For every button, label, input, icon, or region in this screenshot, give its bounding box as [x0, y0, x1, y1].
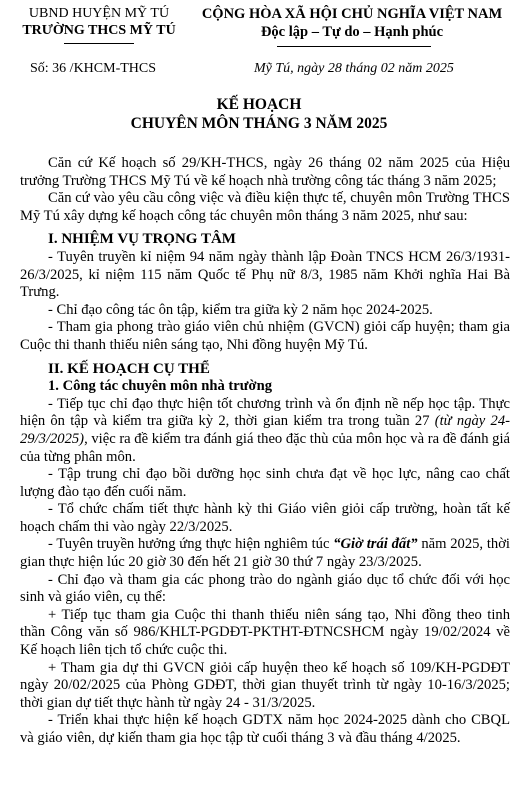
subsection-1-heading: 1. Công tác chuyên môn nhà trường — [48, 378, 273, 395]
section-2-item-2: - Tập trung chỉ đạo bồi dưỡng học sinh chưa đạt về học lực, nâng cao chất lượng đào tạo đến cuối năm. — [20, 466, 510, 500]
place-date: Mỹ Tú, ngày 28 tháng 02 năm 2025 — [254, 61, 454, 76]
document-number: Số: 36 /KHCM-THCS — [30, 61, 157, 76]
item-4-text-c: năm 2025, thời gian thực hiện lúc 20 giờ 30 đến hết 21 giờ 30 thứ 7 ngày 23/3/2025. — [20, 536, 510, 571]
section-1-item-1: - Tuyên truyền kỉ niệm 94 năm ngày thành lập Đoàn TNCS HCM 26/3/1931- 26/3/2025, kỉ niệm 115 năm Quốc tế Phụ nữ 8/3, 1985 năm Khởi nghĩa Hai Bà Trưng. — [20, 248, 510, 301]
basis-paragraph-2: Căn cứ vào yêu cầu công việc và điều kiện thực tế, chuyên môn Trường THCS Mỹ Tú xây dựng kế hoạch công tác chuyên môn tháng 3 năm 2025, như sau: — [20, 190, 510, 224]
document-body — [20, 155, 510, 748]
title-line-2: CHUYÊN MÔN THÁNG 3 NĂM 2025 — [130, 115, 388, 132]
nation-line-1: CỘNG HÒA XÃ HỘI CHỦ NGHĨA VIỆT NAM — [201, 6, 503, 22]
section-2-item-7: + Tham gia dự thi GVCN giỏi cấp huyện theo kế hoạch số 109/KH-PGDĐT ngày 20/02/2025 của Phòng GDĐT, thời gian thuyết trình từ ngày 10-16/3/2025; thời gian dự tiết thực hành từ ngày 24 - 31/3/2025. — [20, 659, 510, 711]
section-1-item-3: - Tham gia phong trào giáo viên chủ nhiệm (GVCN) giỏi cấp huyện; tham gia Cuộc thi thanh thiếu niên sáng tạo, Nhi đồng huyện Mỹ Tú. — [20, 319, 510, 353]
item-1-date-range: (từ ngày 24-29/3/2025) — [20, 413, 510, 447]
document-title — [0, 95, 518, 133]
item-1-text-c: , việc ra đề kiểm tra đánh giá theo đặc thù của môn học và ra đề đánh giá của từng phân môn. — [20, 430, 510, 465]
section-2-item-4 — [20, 536, 510, 571]
section-2-item-8: - Triển khai thực hiện kế hoạch GDTX năm học 2024-2025 dành cho CBQL và giáo viên, dự kiến tham gia học tập từ cuối tháng 3 và đầu tháng 4/2025. — [20, 712, 510, 746]
item-4-text-a: - Tuyên truyền hưởng ứng thực hiện nghiêm túc — [48, 536, 334, 553]
section-2-item-1 — [20, 396, 510, 466]
org-line-2: TRƯỜNG THCS MỸ TÚ — [22, 23, 176, 38]
section-2-item-6: + Tiếp tục tham gia Cuộc thi thanh thiếu niên sáng tạo, Nhi đồng theo tinh thần Công văn số 986/KHLT-PGDĐT-PKTHT-ĐTNCSHCM ngày 19/02/2024 về Kế hoạch liên tịch tổ chức cuộc thi. — [20, 606, 510, 659]
document-header — [0, 6, 518, 86]
section-1-item-2: - Chỉ đạo công tác ôn tập, kiểm tra giữa kỳ 2 năm học 2024-2025. — [48, 301, 433, 318]
item-1-text-a: - Tiếp tục chỉ đạo thực hiện tốt chương trình và ổn định nề nếp học tập. Thực hiện ôn tập và kiểm tra giữa kỳ 2, thời gian kiểm tra trong tuần 27 — [20, 395, 510, 430]
section-2-item-5: - Chỉ đạo và tham gia các phong trào do ngành giáo dục tổ chức đối với học sinh và giáo viên, cụ thể: — [20, 571, 510, 606]
motto-underline — [277, 46, 431, 47]
basis-paragraph-1: Căn cứ Kế hoạch số 29/KH-THCS, ngày 26 tháng 02 năm 2025 của Hiệu trưởng Trường THCS Mỹ Tú về kế hoạch nhà trường công tác tháng 3 năm 2025; — [20, 155, 510, 189]
org-line-1: UBND HUYỆN MỸ TÚ — [28, 6, 170, 21]
nation-line-2: Độc lập – Tự do – Hạnh phúc — [260, 24, 444, 40]
section-2-item-3: - Tổ chức chấm tiết thực hành kỳ thi Giáo viên giỏi cấp trường, hoàn tất kế hoạch chấm thi vào ngày 22/3/2025. — [20, 501, 510, 535]
org-underline — [64, 43, 134, 44]
section-1-heading: I. NHIỆM VỤ TRỌNG TÂM — [48, 231, 236, 248]
section-2-heading: II. KẾ HOẠCH CỤ THỂ — [48, 360, 210, 377]
earth-hour-label: “Giờ trái đất” — [333, 536, 418, 553]
title-line-1: KẾ HOẠCH — [216, 96, 302, 113]
